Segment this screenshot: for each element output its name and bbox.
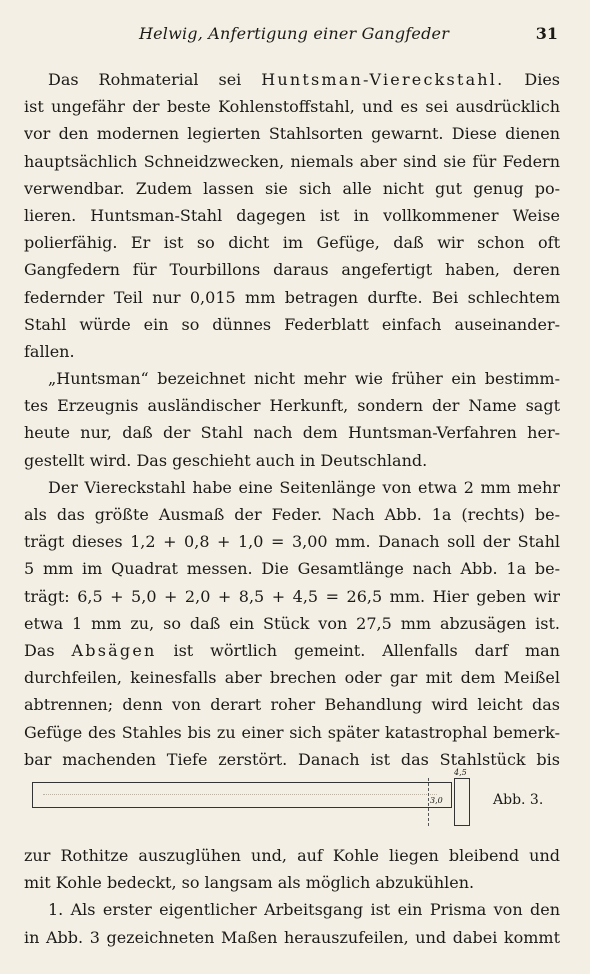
text-line: Das Rohmaterial sei Huntsman-Viereckstahl. Dies bbox=[48, 70, 560, 89]
text-line: trägt dieses 1,2 + 0,8 + 1,0 = 3,00 mm. Danach soll der Stahl bbox=[24, 532, 560, 552]
text-line: fallen. bbox=[24, 341, 75, 361]
text-line: durchfeilen, keinesfalls aber brechen oder gar mit dem Meißel bbox=[24, 668, 560, 688]
text-line: Gangfedern für Tourbillons daraus angefertigt haben, deren bbox=[24, 260, 560, 280]
text-line: hauptsächlich Schneidzwecken, niemals aber sind sie für Federn bbox=[24, 151, 560, 171]
running-header bbox=[24, 24, 564, 50]
text-line: vor den modernen legierten Stahlsorten gewarnt. Diese dienen bbox=[24, 124, 560, 144]
figure-steel-bar bbox=[32, 766, 562, 832]
figure-caption: Abb. 3. bbox=[493, 792, 544, 808]
text-line: etwa 1 mm zu, so daß ein Stück von 27,5 mm abzusägen ist. bbox=[24, 613, 560, 633]
dimension-label-top: 4,5 bbox=[454, 768, 467, 777]
text-line: Stahl würde ein so dünnes Federblatt einfach auseinander- bbox=[24, 314, 560, 334]
text-line: 5 mm im Quadrat messen. Die Gesamtlänge nach Abb. 1a be- bbox=[24, 559, 560, 579]
body-text-upper bbox=[24, 66, 560, 773]
text-line: trägt: 6,5 + 5,0 + 2,0 + 8,5 + 4,5 = 26,5 mm. Hier geben wir bbox=[24, 586, 560, 606]
text-line: „Huntsman“ bezeichnet nicht mehr wie früher ein bestimm- bbox=[48, 369, 560, 389]
body-text-lower bbox=[24, 842, 560, 951]
running-title: Helwig, Anfertigung einer Gangfeder bbox=[138, 24, 450, 43]
text-line: Der Viereckstahl habe eine Seitenlänge von etwa 2 mm mehr bbox=[48, 477, 560, 497]
text-line: ist ungefähr der beste Kohlenstoffstahl, und es sei ausdrücklich bbox=[24, 97, 560, 117]
text-line: Das Absägen ist wörtlich gemeint. Allenfalls darf man bbox=[24, 640, 560, 660]
text-line: tes Erzeugnis ausländischer Herkunft, sondern der Name sagt bbox=[24, 396, 560, 416]
text-line: lieren. Huntsman-Stahl dagegen ist in vollkommener Weise bbox=[24, 205, 560, 225]
steel-bar-end-view bbox=[454, 778, 470, 826]
text-line: gestellt wird. Das geschieht auch in Deutschland. bbox=[24, 450, 428, 470]
text-line: bar machenden Tiefe zerstört. Danach ist das Stahlstück bis bbox=[24, 749, 560, 769]
text-line: in Abb. 3 gezeichneten Maßen herauszufeilen, und dabei kommt bbox=[24, 927, 560, 947]
text-line: als das größte Ausmaß der Feder. Nach Abb. 1a (rechts) be- bbox=[24, 505, 560, 524]
steel-bar-side-view bbox=[32, 782, 452, 808]
spaced-term: Absägen bbox=[71, 640, 157, 660]
dimension-label-side: 3,0 bbox=[430, 796, 443, 805]
dimension-line bbox=[428, 778, 429, 826]
text-line: 1. Als erster eigentlicher Arbeitsgang ist ein Prisma von den bbox=[48, 900, 560, 920]
spaced-term: Huntsman-Viereckstahl. bbox=[261, 70, 505, 89]
text-line: Gefüge des Stahles bis zu einer sich später katastrophal bemerk- bbox=[24, 722, 560, 742]
text-line: federnder Teil nur 0,015 mm betragen durfte. Bei schlechtem bbox=[24, 287, 560, 307]
text-line: heute nur, daß der Stahl nach dem Huntsman-Verfahren her- bbox=[24, 423, 560, 443]
text-line: zur Rothitze auszuglühen und, auf Kohle liegen bleibend und bbox=[24, 846, 560, 865]
page-number: 31 bbox=[535, 24, 558, 43]
text-line: verwendbar. Zudem lassen sie sich alle nicht gut genug po- bbox=[24, 178, 560, 198]
text-line: mit Kohle bedeckt, so langsam als möglich abzukühlen. bbox=[24, 873, 475, 893]
text-line: polierfähig. Er ist so dicht im Gefüge, daß wir schon oft bbox=[24, 233, 560, 253]
text-line: abtrennen; denn von derart roher Behandlung wird leicht das bbox=[24, 695, 560, 715]
